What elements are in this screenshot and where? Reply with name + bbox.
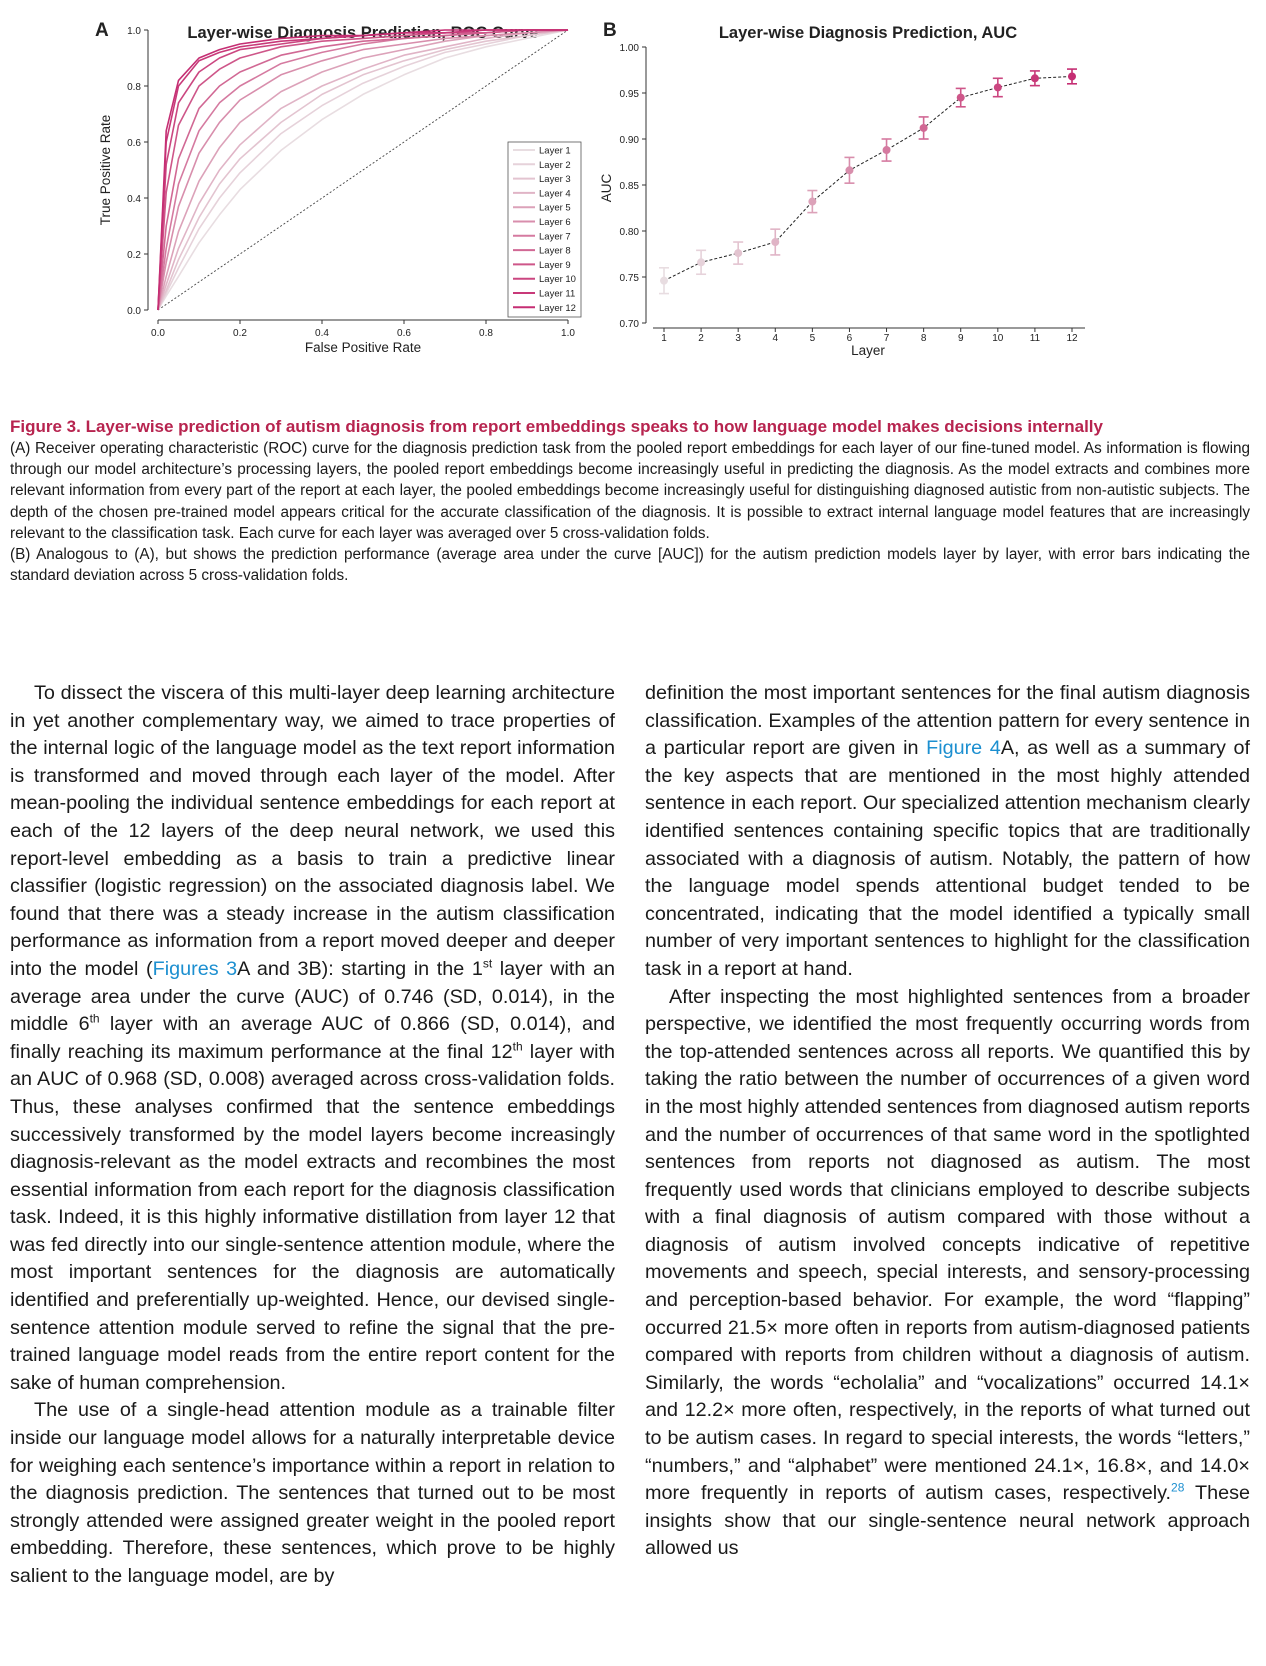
x-tick-label: 1 — [661, 333, 667, 344]
y-tick-label: 0.70 — [619, 319, 639, 330]
chart-title: Layer-wise Diagnosis Prediction, AUC — [718, 24, 1018, 42]
x-tick-label: 3 — [735, 333, 741, 344]
y-tick-label: 0.0 — [127, 306, 141, 317]
legend-label: Layer 1 — [539, 145, 571, 157]
auc-point-layer-1 — [660, 277, 668, 285]
auc-point-layer-6 — [845, 166, 853, 174]
y-tick-label: 0.2 — [127, 250, 141, 261]
x-axis-label: False Positive Rate — [304, 340, 422, 355]
figure-3-link[interactable]: Figures 3 — [152, 957, 238, 980]
paragraph: definition the most important sentences for the final autism diagnosis classification. Examples of the attention pattern for every sentence in a particular report are given in Figure 4A, as well as a summary of the key aspects that are mentioned in the most highly attended sentence in each report. Our specialized attention mechanism clearly identified sentences containing specific topics that are traditionally associated with a diagnosis of autism. Notably, the pattern of how the language model spends attentional budget tended to be concentrated, indicating that the model identified a typically small number of very important sentences to highlight for the classification task in a report at hand. — [645, 682, 1250, 980]
x-tick-label: 0.0 — [151, 328, 165, 339]
x-tick-label: 4 — [772, 333, 779, 344]
paragraph: The use of a single-head attention module as a trainable filter inside our language model allows for a naturally interpretable device for weighing each sentence’s importance within a report in relation to the diagnosis prediction. The sentences that turned out to be most strongly attended were assigned greater weight in the pooled report embedding. Therefore, these sentences, which prove to be highly salient to the language model, are by — [10, 1399, 615, 1587]
legend-label: Layer 12 — [539, 302, 576, 314]
x-tick-label: 1.0 — [561, 328, 575, 339]
y-tick-label: 0.75 — [619, 273, 639, 284]
auc-point-layer-4 — [771, 238, 779, 246]
caption-title: Figure 3. Layer-wise prediction of autism diagnosis from report embeddings speaks to how language model makes decisions internally — [10, 417, 1103, 436]
auc-point-layer-11 — [1031, 74, 1039, 82]
legend-label: Layer 3 — [539, 174, 571, 186]
paragraph: After inspecting the most highlighted sentences from a broader perspective, we identified the most frequently occurring words from the top-attended sentences across all reports. We quantified this by taking the ratio between the number of occurrences of a given word in the most highly attended sentences from diagnosed autism reports and the number of occurrences of that same word in the spotlighted sentences from reports not diagnosed as autism. The most frequently used words that clinicians employed to describe subjects with a final diagnosis of autism compared with those without a diagnosis of autism involved concepts indicative of repetitive movements and speech, special interests, and sensory-processing and perception-based behavior. For example, the word “flapping” occurred 21.5× more often in reports from autism-diagnosed patients compared with reports from children without a diagnosis of autism. Similarly, the words “echolalia” and “vocalizations” occurred 14.1× and 12.2× more often, respectively, in the reports of what turned out to be autism cases. In regard to special interests, the words “letters,” “numbers,” and “alphabet” were mentioned 24.1×, 16.8×, and 14.0× more frequently in reports of autism cases, respectively.$^{28}$ These insights show that our single-sentence neural network approach allowed us — [645, 985, 1250, 1560]
legend-label: Layer 5 — [539, 202, 571, 214]
x-tick-label: 10 — [992, 333, 1004, 344]
panel-label-a: A — [95, 20, 109, 41]
x-tick-label: 0.2 — [233, 328, 247, 339]
auc-point-layer-3 — [734, 249, 742, 257]
panel-label-b: B — [603, 20, 617, 41]
paragraph: To dissect the viscera of this multi-layer deep learning architecture in yet another complementary way, we aimed to trace properties of the internal logic of the language model as the text report information is transformed and moved through each layer of the model. After mean-pooling the individual sentence embeddings for each report at each of the 12 layers of the deep neural network, we used this report-level embedding as a basis to train a predictive linear classifier (logistic regression) on the associated diagnosis label. We found that there was a steady increase in the autism classification performance as information from a report moved deeper and deeper into the model (Figures 3A and 3B): starting in the 1st layer with an average area under the curve (AUC) of 0.746 (SD, 0.014), in the middle 6th layer with an average AUC of 0.866 (SD, 0.014), and finally reaching its maximum performance at the final 12th layer with an AUC of 0.968 (SD, 0.008) averaged across cross-validation folds. Thus, these analyses confirmed that the sentence embeddings successively transformed by the model layers become increasingly diagnosis-relevant as the model extracts and recombines the most essential information from each report for the diagnosis classification task. Indeed, it is this highly informative distillation from layer 12 that was fed directly into our single-sentence attention module, where the most important sentences for the diagnosis are automatically identified and preferentially up-weighted. Hence, our devised single-sentence attention module served to refine the signal that the pre-trained language model reads from the entire report content for the sake of human comprehension. — [10, 682, 616, 1394]
legend-label: Layer 6 — [539, 217, 571, 228]
x-tick-label: 7 — [883, 333, 890, 344]
roc-curve-chart — [90, 18, 635, 388]
auc-point-layer-9 — [957, 94, 965, 102]
legend-label: Layer 4 — [539, 188, 571, 200]
x-tick-label: 6 — [846, 333, 853, 344]
x-tick-label: 9 — [957, 333, 964, 344]
y-tick-label: 0.85 — [619, 181, 639, 192]
auc-trend-line — [664, 76, 1072, 280]
auc-point-layer-7 — [883, 146, 891, 154]
x-axis-label: Layer — [851, 343, 885, 358]
caption-part-b: (B) Analogous to (A), but shows the prediction performance (average area under the curve [AUC]) for the autism prediction models layer by layer, with error bars indicating the standard deviation across 5 cross-validation folds. — [10, 546, 1250, 585]
reference-28-link[interactable]: 28 — [1171, 1480, 1185, 1495]
figure-caption — [10, 416, 1250, 586]
article-body — [10, 680, 1250, 1650]
auc-chart — [599, 18, 1170, 388]
x-tick-label: 11 — [1029, 333, 1041, 344]
auc-point-layer-2 — [697, 258, 705, 266]
left-column — [10, 680, 615, 1591]
legend-label: Layer 8 — [539, 245, 571, 257]
y-tick-label: 1.00 — [619, 43, 639, 54]
legend-label: Layer 2 — [539, 159, 571, 171]
y-tick-label: 0.80 — [619, 227, 639, 238]
x-tick-label: 0.8 — [479, 328, 493, 339]
x-tick-label: 0.4 — [315, 328, 329, 339]
legend-label: Layer 10 — [539, 274, 576, 286]
x-tick-label: 8 — [920, 333, 927, 344]
y-tick-label: 0.8 — [127, 82, 141, 93]
x-tick-label: 5 — [809, 333, 816, 344]
legend-label: Layer 11 — [539, 288, 576, 300]
auc-point-layer-5 — [808, 198, 816, 206]
right-column — [645, 680, 1250, 1563]
x-tick-label: 2 — [698, 333, 704, 344]
legend-label: Layer 7 — [539, 231, 571, 243]
x-tick-label: 0.6 — [397, 328, 411, 339]
y-axis-label: True Positive Rate — [98, 114, 113, 226]
y-axis-label: AUC — [599, 173, 614, 203]
caption-part-a: (A) Receiver operating characteristic (ROC) curve for the diagnosis prediction task from the pooled report embeddings for each layer of our fine-tuned model. As information is flowing through our model architecture’s processing layers, the pooled report embeddings become increasingly useful in predicting the diagnosis. As the model extracts and combines more relevant information from every part of the report at each layer, the pooled embeddings become increasingly useful for distinguishing diagnosed autistic from non-autistic subjects. The depth of the chosen pre-trained model appears critical for the accurate classification of the diagnosis. It is possible to extract internal language model features that are increasingly relevant to the classification task. Each curve for each layer was averaged over 5 cross-validation folds. — [10, 440, 1250, 542]
x-tick-label: 12 — [1066, 333, 1078, 344]
y-tick-label: 1.0 — [127, 26, 141, 37]
legend-label: Layer 9 — [539, 259, 571, 271]
chart-title: Layer-wise Diagnosis Prediction, ROC Curve — [187, 24, 539, 42]
figure-4-link[interactable]: Figure 4 — [926, 737, 1001, 760]
y-tick-label: 0.90 — [619, 135, 639, 146]
y-tick-label: 0.95 — [619, 89, 639, 100]
figure-3 — [0, 0, 1266, 400]
y-tick-label: 0.4 — [127, 194, 141, 205]
auc-point-layer-8 — [920, 124, 928, 132]
auc-point-layer-12 — [1068, 72, 1076, 80]
auc-point-layer-10 — [994, 83, 1002, 91]
y-tick-label: 0.6 — [127, 138, 141, 149]
